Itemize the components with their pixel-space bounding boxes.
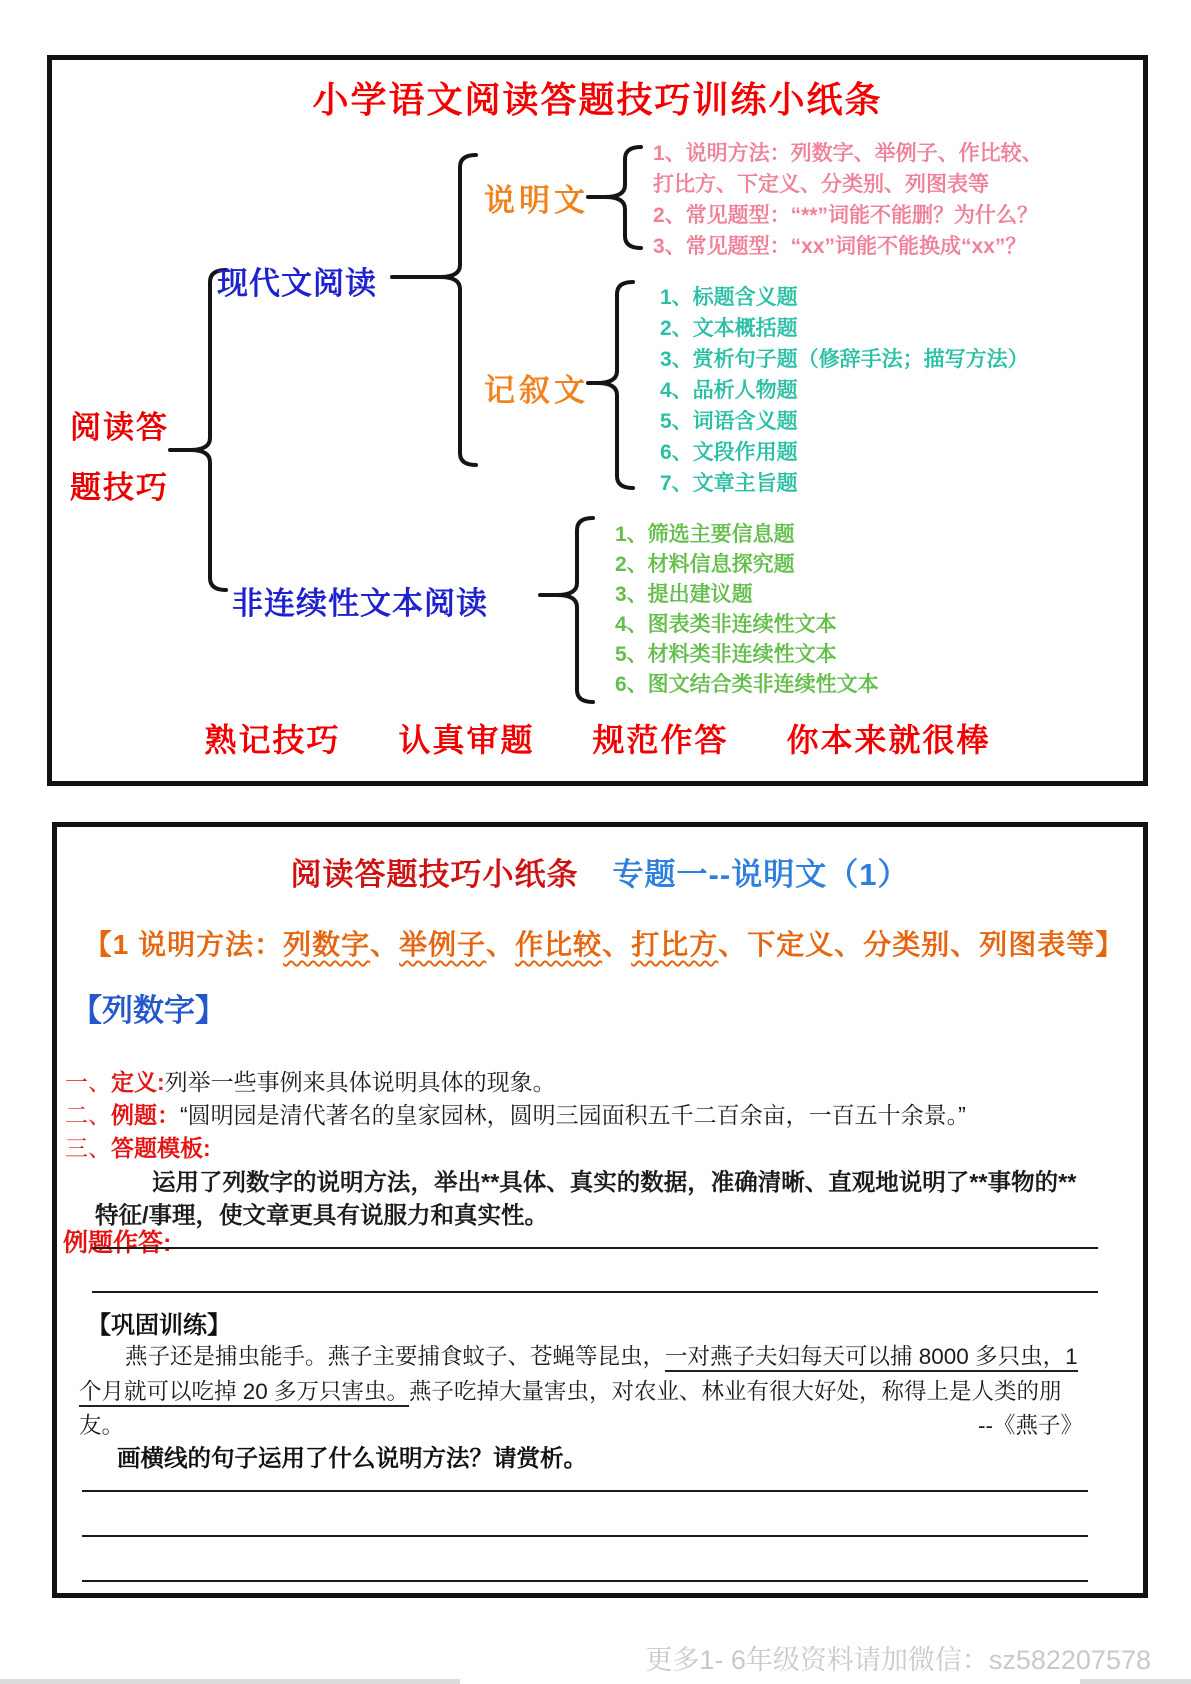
training-paragraph-line1 [79,1339,1078,1371]
training-question: 画横线的句子运用了什么说明方法？请赏析。 [117,1445,587,1471]
list-item: 1、说明方法：列数字、举例子、作比较、 [653,142,1043,165]
methods-header [61,923,1147,963]
node-shuomingwen: 说明文 [484,183,589,218]
list-item: 2、文本概括题 [660,317,798,340]
list-item: 6、文段作用题 [660,441,798,464]
methods-segment-underlined: 打比方 [631,929,719,960]
answer-blank-line [92,1291,1098,1293]
page-edge-artifact [1080,1679,1191,1684]
example-text: “圆明园是清代著名的皇家园林，圆明三园面积五千二百余亩，一百五十余景。” [180,1102,966,1128]
methods-segment-underlined: 举例子 [399,929,487,960]
page-edge-artifact [0,1679,460,1684]
example-line [65,1097,966,1130]
brace-modern [440,155,476,465]
training-paragraph-line3 [79,1408,124,1440]
training-heading: 【巩固训练】 [87,1312,231,1339]
motto: 认真审题 [398,722,535,758]
list-item: 5、材料类非连续性文本 [615,643,837,666]
list-item: 1、筛选主要信息题 [615,523,795,546]
noncontinuous-item-list [615,520,879,700]
motto: 规范作答 [592,722,729,758]
worksheet-title-main: 阅读答题技巧小纸条 [290,857,579,892]
example-number: 二、 [65,1102,111,1128]
root-node-line2: 题技巧 [70,470,169,505]
answer-blank-line [82,1490,1088,1492]
list-item: 打比方、下定义、分类别、列图表等 [653,173,989,196]
source-attribution: --《燕子》 [978,1413,1083,1438]
methods-segment: 【1 说明方法： [83,929,284,960]
methods-segment: 、 [486,929,516,960]
node-jixuwen: 记叙文 [484,373,589,408]
mindmap-panel [47,55,1148,786]
list-item: 6、图文结合类非连续性文本 [615,673,879,696]
paragraph-text: 燕子吃掉大量害虫，对农业、林业有很大好处，称得上是人类的朋 [409,1379,1062,1404]
brace-noncontinuous [557,518,593,702]
motto: 熟记技巧 [204,722,341,758]
list-item: 7、文章主旨题 [660,472,798,495]
methods-segment: 、 [602,929,632,960]
answer-blank-line [82,1535,1088,1537]
motto-row [52,715,1143,761]
list-item: 5、词语含义题 [660,410,798,433]
list-item: 4、图表类非连续性文本 [615,613,837,636]
definition-text: 列举一些事例来具体说明具体的现象。 [164,1069,556,1095]
worksheet-title-topic: 专题一--说明文（1） [612,857,910,892]
template-label: 答题模板: [111,1135,211,1161]
jixuwen-item-list [660,282,1029,499]
definition-line [65,1064,556,1097]
definition-number: 一、 [65,1069,111,1095]
node-noncontinuous: 非连续性文本阅读 [232,586,488,621]
example-label: 例题： [111,1102,180,1128]
methods-segment: 、下定义、分类别、列图表等】 [718,929,1125,960]
answer-blank-line [82,1580,1088,1582]
template-label-line [65,1130,211,1163]
node-modern-reading: 现代文阅读 [217,266,377,301]
answer-blank-line [92,1247,1098,1249]
paragraph-text: 燕子还是捕虫能手。燕子主要捕食蚊子、苍蝇等昆虫， [125,1344,666,1369]
training-paragraph-line2 [79,1374,1062,1406]
paragraph-text: 友。 [79,1413,125,1438]
methods-segment-underlined: 列数字 [283,929,371,960]
brace-jixuwen [597,282,633,488]
brace-root [190,270,226,590]
template-text-line2: 特征/事理，使文章更具有说服力和真实性。 [95,1202,549,1228]
list-item: 3、提出建议题 [615,583,753,606]
methods-segment-underlined: 作比较 [515,929,603,960]
section-title-lieshuzi: 【列数字】 [71,993,226,1028]
list-item: 3、赏析句子题（修辞手法；描写方法） [660,348,1029,371]
methods-segment: 、 [370,929,400,960]
wechat-watermark: 更多1- 6年级资料请加微信：sz582207578 [645,1645,1151,1675]
template-text-line1: 运用了列数字的说明方法，举出**具体、真实的数据，准确清晰、直观地说明了**事物的** [152,1169,1077,1195]
root-node-line1: 阅读答 [70,410,169,445]
list-item: 1、标题含义题 [660,286,798,309]
answer-label: 例题作答: [63,1229,172,1257]
worksheet-panel [52,822,1148,1598]
motto: 你本来就很棒 [786,722,991,758]
shuomingwen-item-list [653,138,1043,262]
template-number: 三、 [65,1135,111,1161]
paragraph-text-underlined: 一对燕子夫妇每天可以捕 8000 多只虫，1 [665,1344,1078,1372]
list-item: 3、常见题型：“xx”词能不能换成“xx”？ [653,235,1027,258]
paragraph-text-underlined: 个月就可以吃掉 20 多万只害虫。 [79,1379,409,1407]
worksheet-title [57,849,1143,894]
definition-label: 定义: [111,1069,165,1095]
list-item: 2、常见题型：“**”词能不能删？为什么？ [653,204,1039,227]
brace-shuomingwen [605,147,641,248]
list-item: 2、材料信息探究题 [615,553,795,576]
list-item: 4、品析人物题 [660,379,798,402]
page-title: 小学语文阅读答题技巧训练小纸条 [312,79,883,120]
